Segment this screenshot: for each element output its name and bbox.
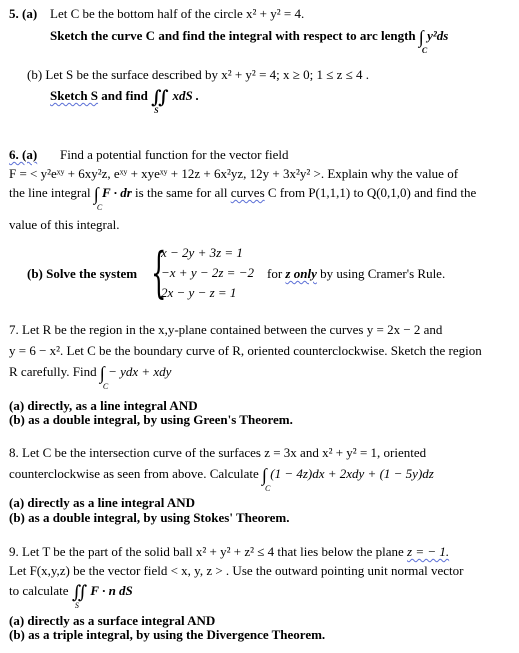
p5-a-integrand: y²ds: [427, 28, 449, 43]
p9-line3-integrand: F · n dS: [90, 583, 133, 598]
p8-line2: [9, 465, 434, 493]
p7-line3-pre: R carefully. Find: [9, 364, 97, 379]
p6-line3: [9, 184, 477, 212]
integral-sign: ∫ C: [93, 184, 103, 212]
p6-b-cramer: by using Cramer's Rule.: [320, 266, 446, 281]
integral-sign: ∫ C: [418, 27, 428, 55]
p7-line3: [9, 363, 172, 391]
p6-line1: Find a potential function for the vector field: [60, 147, 289, 162]
p7-line2: y = 6 − x². Let C be the boundary curve of R, oriented counterclockwise. Sketch the region: [9, 343, 482, 358]
equation-3: 2x − y − z = 1: [161, 285, 237, 300]
p6-b-pre: (b) Solve the system: [27, 266, 138, 281]
p8-line1: 8. Let C be the intersection curve of the surfaces z = 3x and x² + y² = 1, oriented: [9, 445, 427, 460]
p7-part-a: (a) directly, as a line integral AND: [9, 398, 198, 413]
p6-label: 6. (a): [9, 147, 38, 162]
p5-b-integrand: xdS .: [172, 88, 200, 103]
integral-sign: ∫ C: [262, 465, 271, 493]
p9-part-b: (b) as a triple integral, by using the Divergence Theorem.: [9, 627, 326, 642]
equation-2: −x + y − 2z = −2: [161, 265, 254, 280]
p5-a-label: 5. (a): [9, 6, 38, 21]
p8-line2-integrand: (1 − 4z)dx + 2xdy + (1 − 5y)dz: [270, 466, 434, 481]
p5-b-sketch: Sketch S: [50, 88, 99, 103]
integral-sign: ∫ C: [99, 363, 109, 391]
p6-b-for: for: [267, 266, 283, 281]
p6-line3-pre: the line integral: [9, 185, 91, 200]
p9-line3-pre: to calculate: [9, 583, 69, 598]
left-brace-icon: {: [151, 241, 167, 304]
p6-line3-post: C from P(1,1,1) to Q(0,1,0) and find the: [267, 185, 477, 200]
equation-system: [151, 241, 261, 304]
double-integral-sign: ∬ S: [151, 87, 170, 115]
p7-line1: 7. Let R be the region in the x,y-plane contained between the curves y = 2x − 2 and: [9, 322, 443, 337]
p6-b-z-only: z only: [285, 266, 317, 281]
p5-b-line1: (b) Let S be the surface described by x² + y² = 4; x ≥ 0; 1 ≤ z ≤ 4 .: [27, 67, 370, 82]
p6-line3-mid: is the same for all: [135, 185, 228, 200]
p6-line3-curves: curves: [230, 185, 265, 200]
p5-a-sketch-text: Sketch the curve C and find the integral with respect to arc length: [50, 28, 416, 43]
p9-line2: Let F(x,y,z) be the vector field < x, y, z > . Use the outward pointing unit normal vector: [9, 563, 464, 578]
equation-1: x − 2y + 3z = 1: [161, 245, 243, 260]
p9-line1: [9, 545, 449, 560]
p9-part-a: (a) directly as a surface integral AND: [9, 613, 216, 628]
p9-line1-plane: z = − 1.: [407, 544, 450, 559]
p5-b-and: and find: [101, 88, 148, 103]
p5-a-line2: [50, 27, 449, 55]
p9-line1-pre: 9. Let T be the part of the solid ball x² + y² + z² ≤ 4 that lies below the plane: [9, 544, 404, 559]
double-integral-sign: ∬ S: [71, 582, 88, 610]
p7-part-b: (b) as a double integral, by using Green's Theorem.: [9, 412, 293, 427]
p9-line3: [9, 582, 133, 610]
p8-part-b: (b) as a double integral, by using Stokes' Theorem.: [9, 510, 290, 525]
p5-a-line1: Let C be the bottom half of the circle x² + y² = 4.: [50, 6, 305, 21]
p6-line3-integrand: F · dr: [102, 185, 132, 200]
p8-part-a: (a) directly as a line integral AND: [9, 495, 196, 510]
p6-line4: value of this integral.: [9, 217, 120, 232]
p8-line2-pre: counterclockwise as seen from above. Calculate: [9, 466, 259, 481]
p7-line3-integrand: − ydx + xdy: [108, 364, 172, 379]
p6-line2: F = < y²eˣʸ + 6xy²z, eˣʸ + xyeˣʸ + 12z + 6x²yz, 12y + 3x²y² >. Explain why the value of: [9, 166, 459, 181]
p6-b-post: [267, 267, 445, 282]
p5-b-line2: [50, 87, 200, 115]
